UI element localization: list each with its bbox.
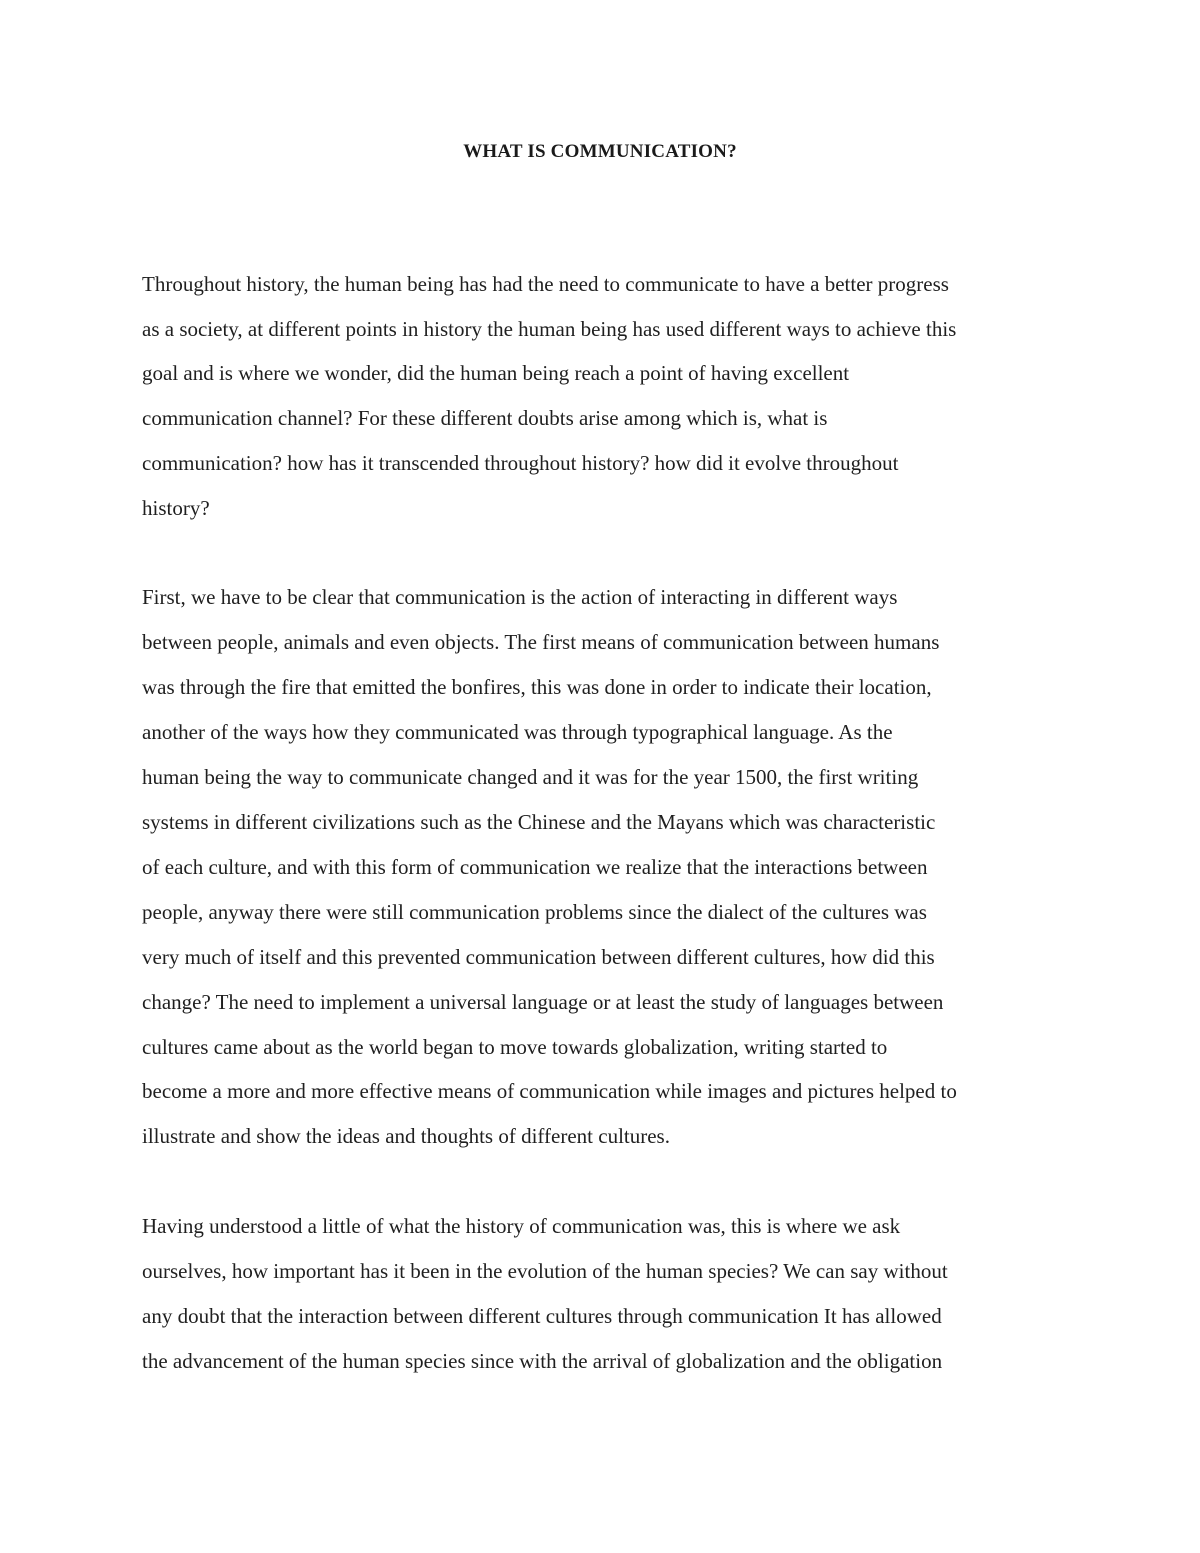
- text-line: another of the ways how they communicated was through typographical language. As the: [142, 720, 893, 744]
- text-line: systems in different civilizations such as the Chinese and the Mayans which was characteristic: [142, 810, 936, 834]
- text-line: of each culture, and with this form of communication we realize that the interactions between: [142, 855, 928, 879]
- text-line: people, anyway there were still communication problems since the dialect of the cultures was: [142, 900, 927, 924]
- text-line: cultures came about as the world began to move towards globalization, writing started to: [142, 1035, 888, 1059]
- text-line: communication? how has it transcended throughout history? how did it evolve throughout: [142, 451, 899, 475]
- text-line: ourselves, how important has it been in the evolution of the human species? We can say without: [142, 1259, 948, 1283]
- text-line: illustrate and show the ideas and thoughts of different cultures.: [142, 1124, 670, 1148]
- text-line: become a more and more effective means of communication while images and pictures helped to: [142, 1079, 957, 1103]
- text-line: goal and is where we wonder, did the human being reach a point of having excellent: [142, 361, 850, 385]
- text-line: as a society, at different points in history the human being has used different ways to achieve this: [142, 317, 957, 341]
- text-line: between people, animals and even objects. The first means of communication between humans: [142, 630, 940, 654]
- text-line: First, we have to be clear that communication is the action of interacting in different ways: [142, 585, 898, 609]
- text-line: very much of itself and this prevented communication between different cultures, how did this: [142, 945, 935, 969]
- text-line: communication channel? For these different doubts arise among which is, what is: [142, 406, 828, 430]
- text-line: Throughout history, the human being has had the need to communicate to have a better progress: [142, 272, 949, 296]
- text-line: Having understood a little of what the history of communication was, this is where we ask: [142, 1214, 901, 1238]
- text-line: human being the way to communicate changed and it was for the year 1500, the first writing: [142, 765, 919, 789]
- document-title: WHAT IS COMMUNICATION?: [463, 141, 737, 162]
- text-line: history?: [142, 496, 210, 520]
- text-line: any doubt that the interaction between different cultures through communication It has allowed: [142, 1304, 942, 1328]
- text-line: the advancement of the human species since with the arrival of globalization and the obligation: [142, 1349, 943, 1373]
- text-line: change? The need to implement a universal language or at least the study of languages between: [142, 990, 944, 1014]
- text-line: was through the fire that emitted the bonfires, this was done in order to indicate their location,: [142, 675, 932, 699]
